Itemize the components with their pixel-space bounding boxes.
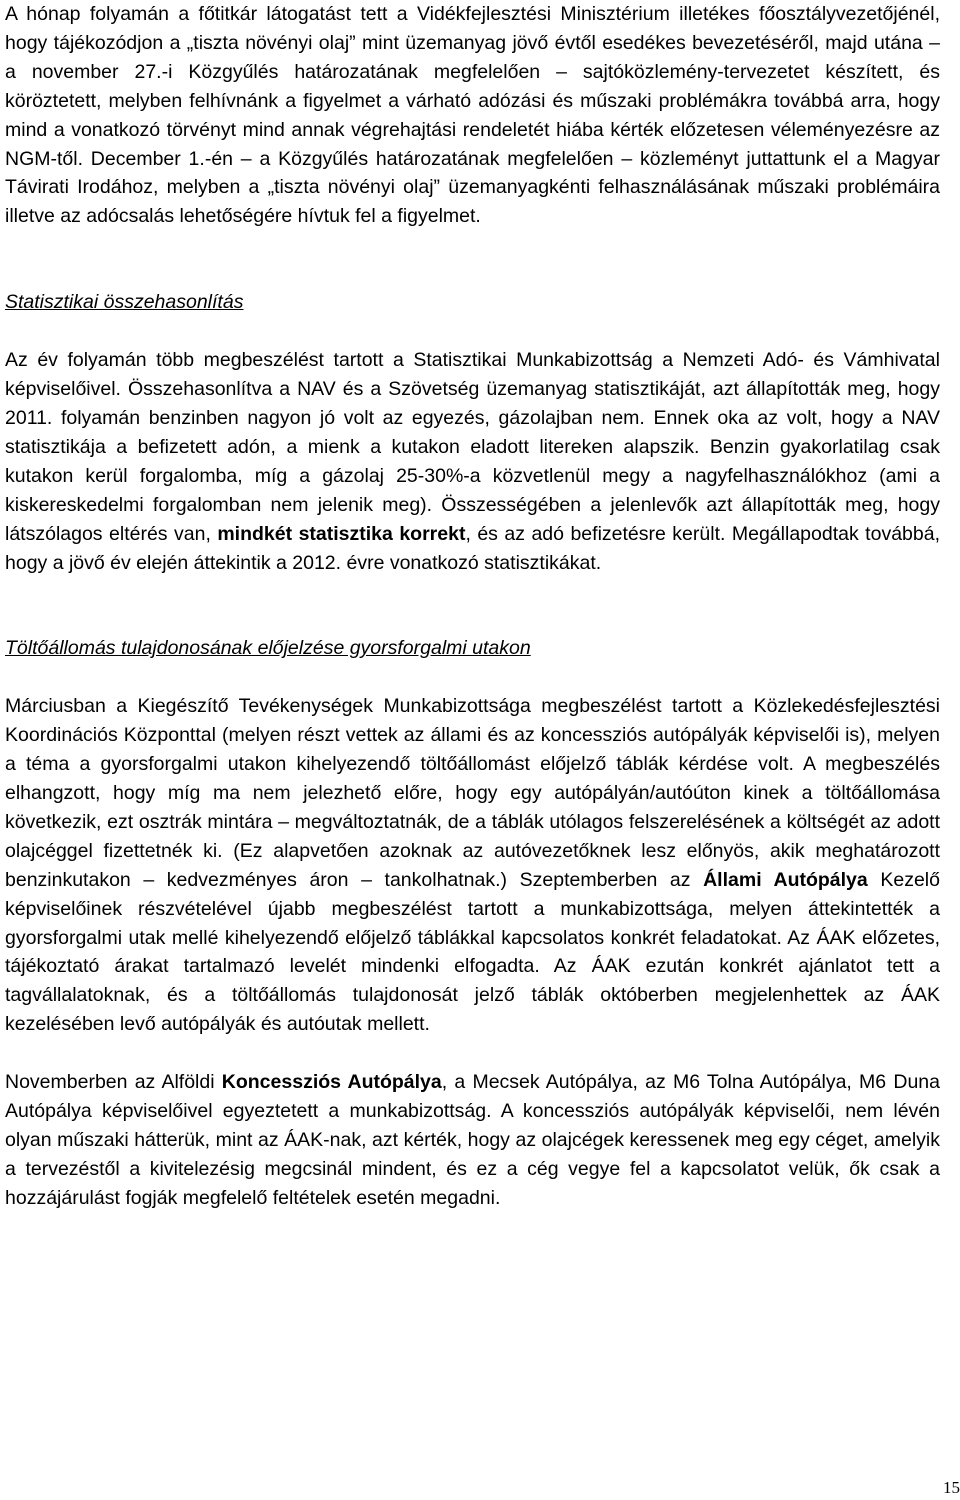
paragraph-text: Az év folyamán több megbeszélést tartott a Statisztikai Munkabizottság a Nemzeti Adó- és Vámhivatal képviselőivel. Összehasonlítva a NAV és a Szövetség üzemanyag statisztikáját, azt állapították meg, hogy 2011. folyamán benzinben nagyon jó volt az egyezés, gázolajban nem. Ennek oka az volt, hogy a NAV statisztikája a befizetett adón, a mienk a kutakon eladott litereken alapszik. Benzin gyakorlatilag csak kutakon kerül forgalomba, míg a gázolaj 25-30%-a közvetlenül megy a nagyfelhasználókhoz (ami a kiskereskedelmi forgalomban nem jelenik meg). Összességében a jelenlevők azt állapították meg, hogy látszólagos eltérés van, bbox=[5, 349, 940, 545]
heading-filling-station-signage: Töltőállomás tulajdonosának előjelzése gyorsforgalmi utakon bbox=[5, 637, 531, 660]
bold-text: mindkét statisztika korrekt bbox=[217, 522, 466, 545]
paragraph-text: , a Mecsek Autópálya, az M6 Tolna Autópálya, M6 Duna Autópálya képviselőivel egyeztetett a munkabizottság. A koncessziós autópályák képviselői, nem lévén olyan műszaki hátterük, mint az ÁAK-nak, azt kérték, hogy az olajcégek keressenek meg egy céget, amelyik a tervezéstől a kivitelezésig megcsinál mindent, és ez a cég vegye fel a kapcsolatot velük, ők csak a hozzájárulást fogják megfelelő feltételek esetén megadni. bbox=[5, 1071, 940, 1209]
paragraph-statistics bbox=[5, 346, 940, 577]
spacer bbox=[5, 317, 940, 346]
paragraph-text: , és az adó befizetésre került. Megállapodtak továbbá, hogy a jövő év elején áttekintik a 2012. évre vonatkozó statisztikákat. bbox=[5, 522, 940, 574]
paragraph-text: Márciusban a Kiegészítő Tevékenységek Munkabizottsága megbeszélést tartott a Közlekedésfejlesztési Koordinációs Központtal (melyen részt vettek az állami és az koncessziós autópályák képviselői is), melyen a téma a gyorsforgalmi utakon kihelyezendő töltőállomást előjelző táblák kérdése volt. A megbeszélés elhangzott, hogy míg ma nem jelezhető előre, hogy egy autópályán/autóúton kinek a töltőállomása következik, ezt osztrák mintára – megváltoztatnák, de a táblák utólagos felszerelésének a költségét az adott olajcéggel fizettetnék ki. (Ez alapvetően azoknak az autóvezetőknek lesz előnyös, akik meghatározott benzinkutakon – kedvezményes áron – tankolhatnak.) Szeptemberben az bbox=[5, 695, 940, 891]
paragraph-text: Novemberben az Alföldi bbox=[5, 1071, 222, 1094]
paragraph-visit: A hónap folyamán a főtitkár látogatást tett a Vidékfejlesztési Minisztérium illetékes főosztályvezetőjénél, hogy tájékozódjon a „tiszta növényi olaj” mint üzemanyag jövő évtől esedékes bevezetéséről, majd utána – a november 27.-i Közgyűlés határozatának megfelelően – sajtóközlemény-tervezetet készített, és köröztetett, melyben felhívnánk a figyelmet a várható adózási és műszaki problémákra továbbá arra, hogy mind a vonatkozó törvényt mind annak végrehajtási rendeletét hiába kérték előzetesen véleményezésre az NGM-től. December 1.-én – a Közgyűlés határozatának megfelelően – közleményt juttattunk el a Magyar Távirati Irodához, melyben a „tiszta növényi olaj” üzemanyagkénti felhasználásának műszaki problémáira illetve az adócsalás lehetőségére hívtuk fel a figyelmet. bbox=[5, 3, 940, 228]
bold-text: Állami Autópálya bbox=[703, 868, 868, 891]
document-page bbox=[5, 0, 940, 1213]
paragraph-signage-november bbox=[5, 1068, 940, 1213]
paragraph-text: Kezelő képviselőinek részvételével újabb megbeszélést tartott a munkabizottsága, melyen áttekintették a gyorsforgalmi utak mellé kihelyezendő előjelző táblákkal kapcsolatos konkrét feladatokat. Az ÁAK előzetes, tájékoztató árakat tartalmazó levelét mindenki elfogadta. Az ÁAK ezután konkrét ajánlatot tett a tagvállalatoknak, és a töltőállomás tulajdonosát jelző táblák októberben megjelenhettek az ÁAK kezelésében levő autópályák és autóutak mellett. bbox=[5, 868, 940, 1036]
spacer bbox=[5, 663, 940, 692]
spacer bbox=[5, 231, 940, 288]
heading-statistics-comparison: Statisztikai összehasonlítás bbox=[5, 291, 244, 314]
bold-text: Koncessziós Autópálya bbox=[221, 1071, 442, 1094]
page-number: 15 bbox=[943, 1478, 960, 1497]
spacer bbox=[5, 577, 940, 634]
spacer bbox=[5, 1039, 940, 1068]
paragraph-signage-march bbox=[5, 692, 940, 1039]
